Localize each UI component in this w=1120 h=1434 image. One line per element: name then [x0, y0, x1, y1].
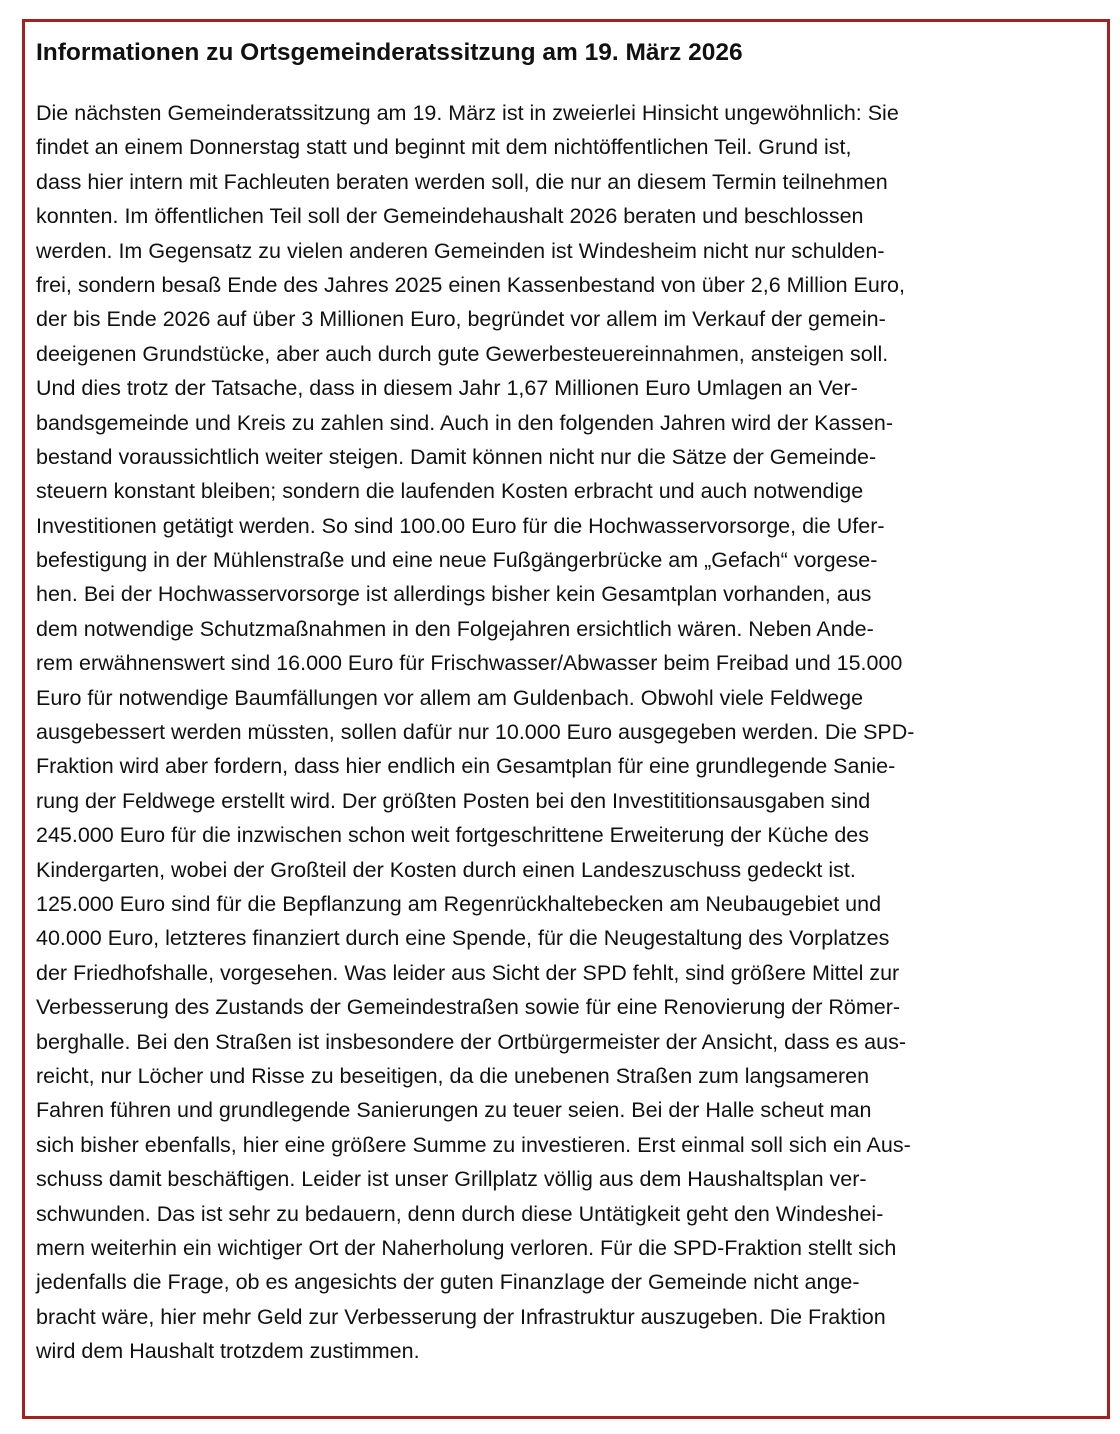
body-line: Fahren führen und grundlegende Sanierungen zu teuer seien. Bei der Halle scheut man: [36, 1098, 872, 1123]
body-line: konnten. Im öffentlichen Teil soll der Gemeindehaushalt 2026 beraten und beschlossen: [36, 204, 864, 229]
body-line: berghalle. Bei den Straßen ist insbesondere der Ortbürgermeister der Ansicht, dass es aus-: [36, 1029, 907, 1054]
body-line: Die nächsten Gemeinderatssitzung am 19. März ist in zweierlei Hinsicht ungewöhnlich: Sie: [36, 101, 899, 125]
body-line: steuern konstant bleiben; sondern die laufenden Kosten erbracht und auch notwendige: [36, 479, 864, 504]
body-line: der Friedhofshalle, vorgesehen. Was leider aus Sicht der SPD fehlt, sind größere Mittel zur: [36, 960, 900, 985]
body-line: deeigenen Grundstücke, aber auch durch gute Gewerbesteuereinnahmen, ansteigen soll.: [36, 341, 889, 366]
body-line: Euro für notwendige Baumfällungen vor allem am Guldenbach. Obwohl viele Feldwege: [36, 685, 864, 710]
body-line: frei, sondern besaß Ende des Jahres 2025 einen Kassenbestand von über 2,6 Million Euro,: [36, 272, 905, 297]
body-line: Kindergarten, wobei der Großteil der Kosten durch einen Landeszuschuss gedeckt ist.: [36, 857, 856, 882]
body-line: Verbesserung des Zustands der Gemeindestraßen sowie für eine Renovierung der Römer-: [36, 995, 901, 1020]
body-line: dem notwendige Schutzmaßnahmen in den Folgejahren ersichtlich wären. Neben Ande-: [36, 616, 874, 641]
body-line: findet an einem Donnerstag statt und beginnt mit dem nichtöffentlichen Teil. Grund ist,: [36, 135, 852, 160]
body-line: wird dem Haushalt trotzdem zustimmen.: [36, 1339, 420, 1364]
body-line: bandsgemeinde und Kreis zu zahlen sind. Auch in den folgenden Jahren wird der Kassen-: [36, 410, 893, 435]
article-body: [36, 96, 1102, 1368]
body-line: ausgebessert werden müssten, sollen dafür nur 10.000 Euro ausgegeben werden. Die SPD-: [36, 720, 915, 745]
body-line: 125.000 Euro sind für die Bepflanzung am Regenrückhaltebecken am Neubaugebiet und: [36, 891, 882, 916]
body-line: bestand voraussichtlich weiter steigen. Damit können nicht nur die Sätze der Gemeinde-: [36, 444, 877, 469]
body-line: befestigung in der Mühlenstraße und eine neue Fußgängerbrücke am „Gefach“ vorgese-: [36, 548, 878, 573]
body-line: Und dies trotz der Tatsache, dass in diesem Jahr 1,67 Millionen Euro Umlagen an Ver-: [36, 376, 858, 401]
body-line: dass hier intern mit Fachleuten beraten werden soll, die nur an diesem Termin teilnehmen: [36, 169, 888, 194]
body-line: 40.000 Euro, letzteres finanziert durch eine Spende, für die Neugestaltung des Vorplatzes: [36, 926, 890, 951]
body-line: werden. Im Gegensatz zu vielen anderen Gemeinden ist Windesheim nicht nur schulden-: [36, 238, 885, 263]
article-title: Informationen zu Ortsgemeinderatssitzung am 19. März 2026: [36, 39, 743, 66]
body-line: schwunden. Das ist sehr zu bedauern, denn durch diese Untätigkeit geht den Windeshei-: [36, 1201, 884, 1226]
body-line: bracht wäre, hier mehr Geld zur Verbesserung der Infrastruktur auszugeben. Die Fraktion: [36, 1304, 886, 1329]
body-line: der bis Ende 2026 auf über 3 Millionen Euro, begründet vor allem im Verkauf der gemein-: [36, 307, 886, 332]
body-line: schuss damit beschäftigen. Leider ist unser Grillplatz völlig aus dem Haushaltsplan ver-: [36, 1167, 867, 1192]
body-line: sich bisher ebenfalls, hier eine größere Summe zu investieren. Erst einmal soll sich ein Aus-: [36, 1132, 911, 1157]
body-line: 245.000 Euro für die inzwischen schon weit fortgeschrittene Erweiterung der Küche des: [36, 823, 869, 848]
body-line: Investitionen getätigt werden. So sind 100.00 Euro für die Hochwasservorsorge, die Ufer-: [36, 513, 885, 538]
article-frame: [22, 19, 1110, 1419]
body-line: rung der Feldwege erstellt wird. Der größten Posten bei den Investititionsausgaben sind: [36, 788, 871, 813]
body-line: Fraktion wird aber fordern, dass hier endlich ein Gesamtplan für eine grundlegende Sanie-: [36, 754, 896, 779]
body-line: mern weiterhin ein wichtiger Ort der Naherholung verloren. Für die SPD-Fraktion stellt sich: [36, 1235, 897, 1260]
body-line: jedenfalls die Frage, ob es angesichts der guten Finanzlage der Gemeinde nicht ange-: [36, 1270, 860, 1295]
body-line: reicht, nur Löcher und Risse zu beseitigen, da die unebenen Straßen zum langsameren: [36, 1063, 870, 1088]
body-line: hen. Bei der Hochwasservorsorge ist allerdings bisher kein Gesamtplan vorhanden, aus: [36, 582, 872, 607]
body-line: rem erwähnenswert sind 16.000 Euro für Frischwasser/Abwasser beim Freibad und 15.000: [36, 651, 903, 676]
